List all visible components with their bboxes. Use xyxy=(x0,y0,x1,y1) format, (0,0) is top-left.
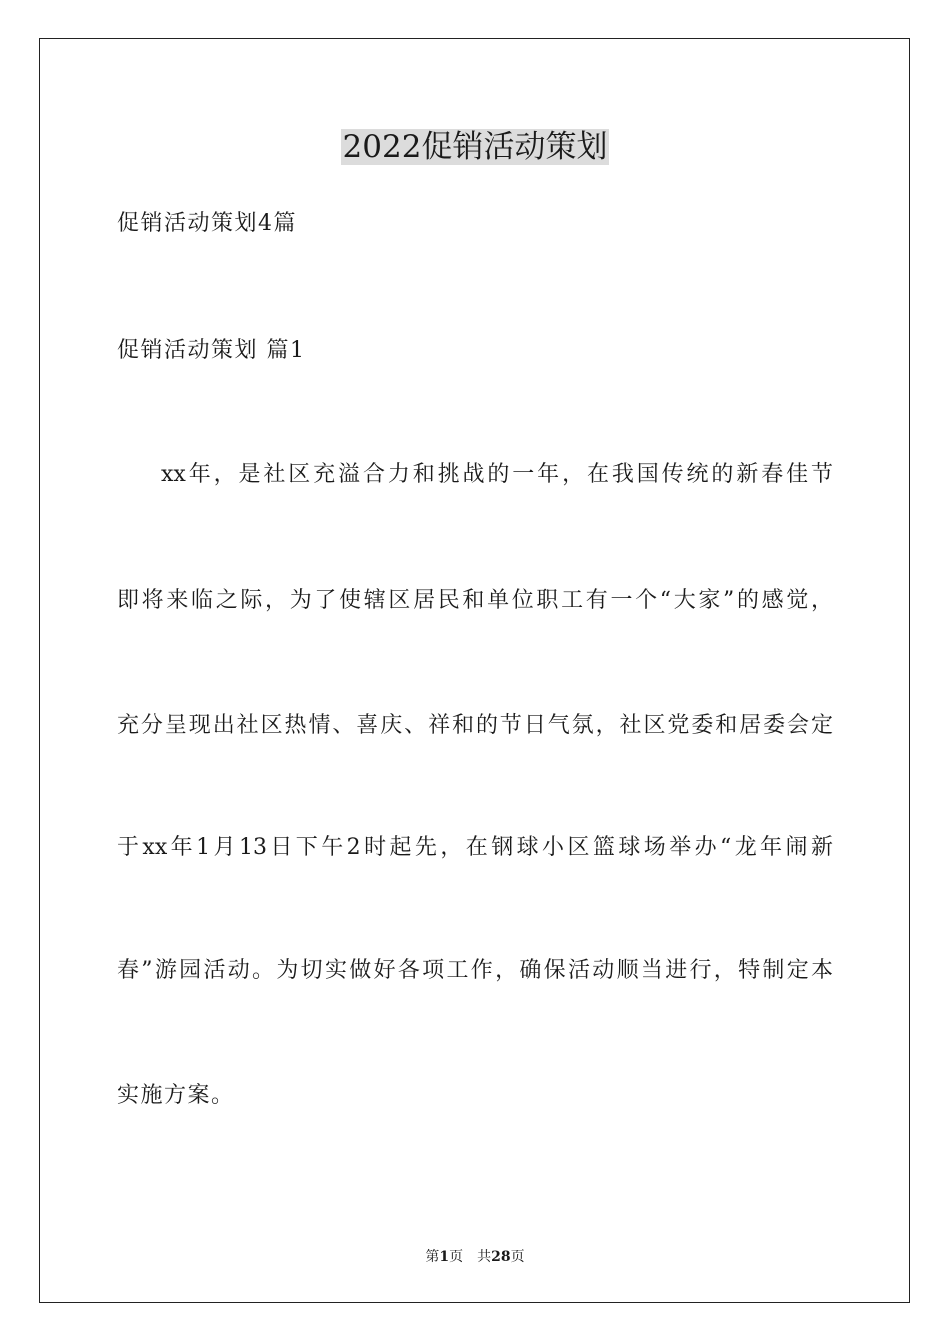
footer-page-prefix: 第 xyxy=(425,1249,440,1265)
document-subtitle: 促销活动策划4篇 xyxy=(117,211,297,236)
paragraph-line: 春”游园活动。为切实做好各项工作，确保活动顺当进行，特制定本 xyxy=(117,958,833,983)
footer-total-pages: 28 xyxy=(491,1249,511,1265)
paragraph-line: 于xx年1月13日下午2时起先，在钢球小区篮球场举办“龙年闹新 xyxy=(117,835,833,860)
paragraph-line: 充分呈现出社区热情、喜庆、祥和的节日气氛，社区党委和居委会定 xyxy=(117,713,833,738)
page-footer xyxy=(0,1247,950,1267)
footer-total-suffix: 页 xyxy=(510,1249,525,1265)
document-title xyxy=(0,126,950,168)
footer-page-suffix: 页 xyxy=(449,1249,464,1265)
footer-total-prefix: 共 xyxy=(477,1249,492,1265)
footer-page-number: 1 xyxy=(439,1249,450,1265)
section-heading: 促销活动策划 篇1 xyxy=(117,338,306,363)
paragraph-line: xx年，是社区充溢合力和挑战的一年，在我国传统的新春佳节 xyxy=(161,462,833,487)
document-title-text: 2022促销活动策划 xyxy=(342,129,608,165)
paragraph-line: 实施方案。 xyxy=(117,1083,235,1108)
paragraph-line: 即将来临之际，为了使辖区居民和单位职工有一个“大家”的感觉， xyxy=(117,588,833,613)
